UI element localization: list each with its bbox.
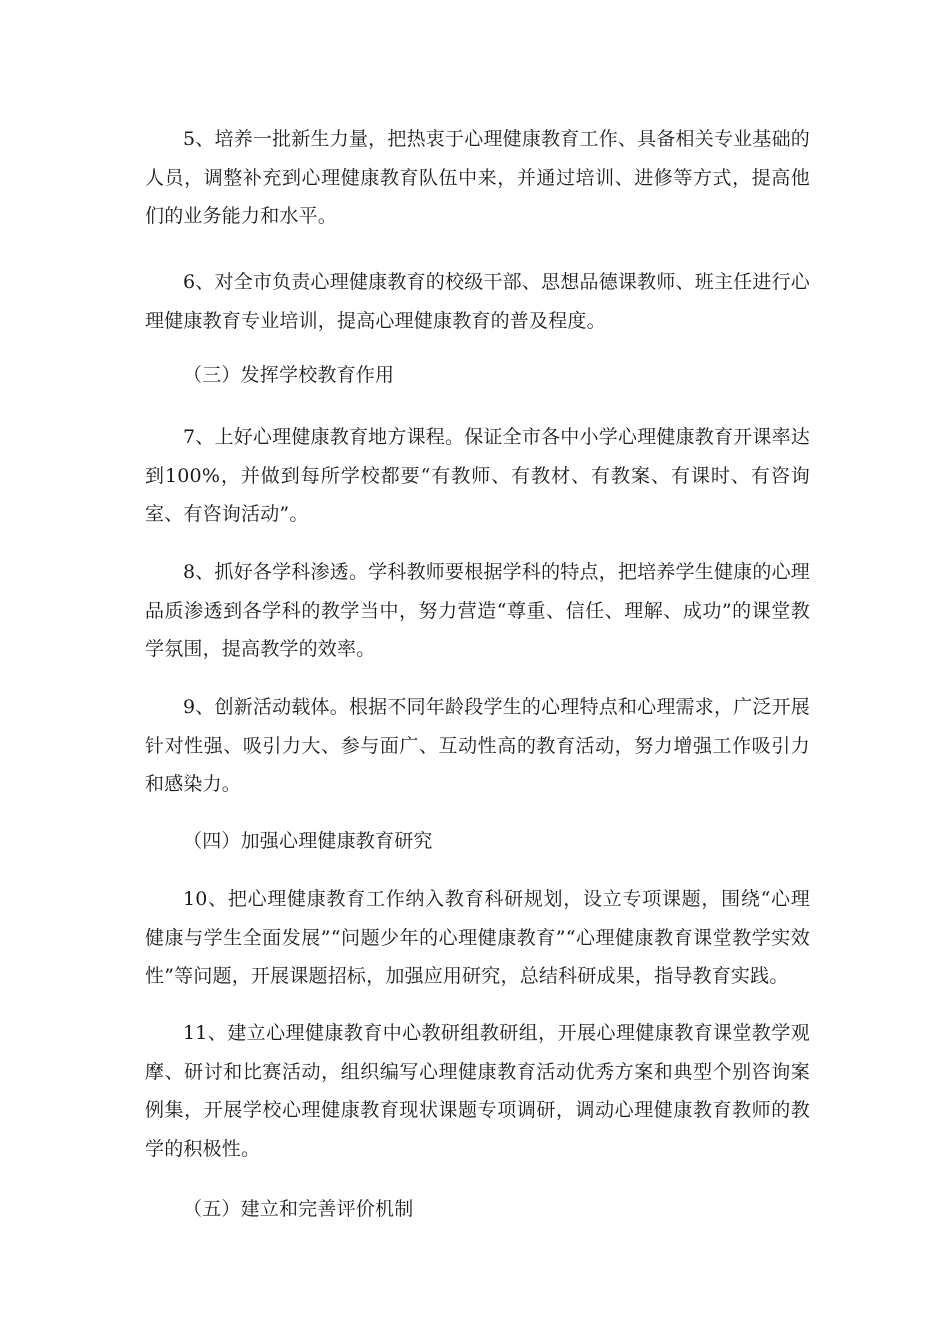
section-heading-4: （四）加强心理健康教育研究 — [183, 830, 433, 852]
paragraph-11-teaching-research-group: 11、建立心理健康教育中心教研组教研组，开展心理健康教育课堂教学观摩、研讨和比赛活动，组织编写心理健康教育活动优秀方案和典型个别咨询案例集，开展学校心理健康教育现状课题专项调研，调动心理健康教育教师的教学的积极性。 — [145, 1022, 810, 1160]
paragraph-8-subject-infiltration: 8、抓好各学科渗透。学科教师要根据学科的特点，把培养学生健康的心理品质渗透到各学科的教学当中，努力营造“尊重、信任、理解、成功”的课堂教学氛围，提高教学的效率。 — [145, 561, 810, 660]
section-heading-3: （三）发挥学校教育作用 — [183, 364, 395, 386]
paragraph-6-training: 6、对全市负责心理健康教育的校级干部、思想品德课教师、班主任进行心理健康教育专业培训，提高心理健康教育的普及程度。 — [145, 271, 810, 332]
paragraph-7-local-curriculum: 7、上好心理健康教育地方课程。保证全市各中小学心理健康教育开课率达到100%，并做到每所学校都要“有教师、有教材、有教案、有课时、有咨询室、有咨询活动”。 — [145, 426, 810, 525]
paragraph-9-activity-carriers: 9、创新活动载体。根据不同年龄段学生的心理特点和心理需求，广泛开展针对性强、吸引力大、参与面广、互动性高的教育活动，努力增强工作吸引力和感染力。 — [145, 696, 810, 795]
section-heading-5: （五）建立和完善评价机制 — [183, 1198, 414, 1220]
paragraph-10-research-planning: 10、把心理健康教育工作纳入教育科研规划，设立专项课题，围绕“心理健康与学生全面发展”“问题少年的心理健康教育”“心理健康教育课堂教学实效性”等问题，开展课题招标，加强应用研究，总结科研成果，指导教育实践。 — [145, 888, 810, 987]
paragraph-5-new-forces: 5、培养一批新生力量，把热衷于心理健康教育工作、具备相关专业基础的人员，调整补充到心理健康教育队伍中来，并通过培训、进修等方式，提高他们的业务能力和水平。 — [145, 128, 810, 227]
